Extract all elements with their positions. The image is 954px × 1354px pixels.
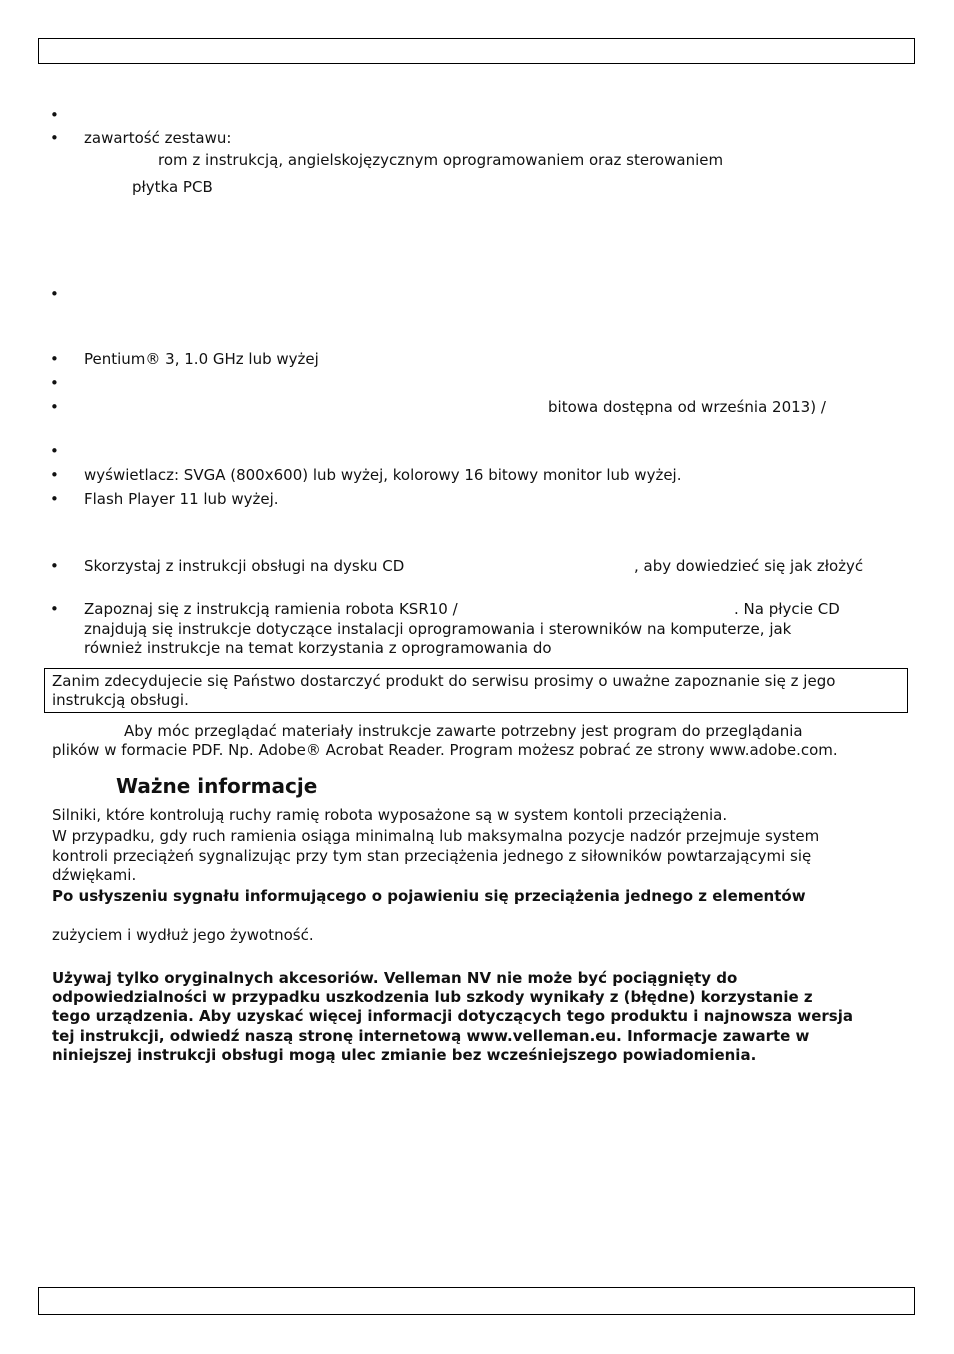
important-p2-line2: kontroli przeciążeń sygnalizując przy tym stan przeciążenia jednego z siłowników powtarzającymi się: [52, 847, 812, 865]
pdf-note-line-2: plików w formacie PDF. Np. Adobe® Acrobat Reader. Program możesz pobrać ze strony www.adobe.com.: [52, 741, 838, 759]
pdf-note-line-1: Aby móc przeglądać materiały instrukcje zawarte potrzebny jest program do przeglądania: [124, 722, 803, 740]
footer-frame: [38, 1287, 915, 1315]
bullet: •: [50, 398, 59, 416]
kit-line-cd: rom z instrukcją, angielskojęzycznym oprogramowaniem oraz sterowaniem: [158, 151, 724, 169]
notice-line-1: Zanim zdecydujecie się Państwo dostarczyć produkt do serwisu prosimy o uważne zapoznanie się z jego: [52, 672, 836, 690]
important-heading: Ważne informacje: [116, 774, 318, 798]
disclaimer-line-5: niniejszej instrukcji obsługi mogą ulec zmianie bez wcześniejszego powiadomienia.: [52, 1046, 757, 1064]
disclaimer-line-4: tej instrukcji, odwiedź naszą stronę internetową www.velleman.eu. Informacje zawarte w: [52, 1027, 810, 1045]
overload-warning: Po usłyszeniu sygnału informującego o pojawieniu się przeciążenia jednego z elementów: [52, 887, 806, 905]
important-p3: zużyciem i wydłuż jego żywotność.: [52, 926, 314, 944]
bullet: •: [50, 350, 59, 368]
header-frame: [38, 38, 915, 64]
requirement-display: wyświetlacz: SVGA (800x600) lub wyżej, kolorowy 16 bitowy monitor lub wyżej.: [84, 466, 682, 484]
important-p2-line3: dźwiękami.: [52, 866, 137, 884]
instruction-1-start: Skorzystaj z instrukcji obsługi na dysku CD: [84, 557, 405, 575]
instruction-2-line3: również instrukcje na temat korzystania z oprogramowania do: [84, 639, 552, 657]
bullet: •: [50, 600, 59, 618]
bullet: •: [50, 129, 59, 147]
important-p1: Silniki, które kontrolują ruchy ramię robota wyposażone są w system kontoli przeciążenia.: [52, 806, 728, 824]
instruction-2-start: Zapoznaj się z instrukcją ramienia robota KSR10 /: [84, 600, 458, 618]
notice-line-2: instrukcją obsługi.: [52, 691, 189, 709]
bullet: •: [50, 466, 59, 484]
bullet: •: [50, 557, 59, 575]
disclaimer-line-3: tego urządzenia. Aby uzyskać więcej informacji dotyczących tego produktu i najnowsza wersja: [52, 1007, 853, 1025]
bullet: •: [50, 374, 59, 392]
kit-label: zawartość zestawu:: [84, 129, 232, 147]
requirement-os-fragment: bitowa dostępna od września 2013) /: [548, 398, 826, 416]
important-p2-line1: W przypadku, gdy ruch ramienia osiąga minimalną lub maksymalna pozycje nadzór przejmuje system: [52, 827, 820, 845]
instruction-2-end: . Na płycie CD: [734, 600, 840, 618]
requirement-cpu: Pentium® 3, 1.0 GHz lub wyżej: [84, 350, 319, 368]
bullet: •: [50, 285, 59, 303]
instruction-1-end: , aby dowiedzieć się jak złożyć: [634, 557, 864, 575]
disclaimer-line-2: odpowiedzialności w przypadku uszkodzenia lub szkody wynikały z (błędne) korzystanie z: [52, 988, 813, 1006]
disclaimer-line-1: Używaj tylko oryginalnych akcesoriów. Velleman NV nie może być pociągnięty do: [52, 969, 738, 987]
bullet: •: [50, 106, 59, 124]
bullet: •: [50, 442, 59, 460]
instruction-2-line2: znajdują się instrukcje dotyczące instalacji oprogramowania i sterowników na komputerze, jak: [84, 620, 792, 638]
requirement-flash: Flash Player 11 lub wyżej.: [84, 490, 279, 508]
kit-line-pcb: płytka PCB: [132, 178, 213, 196]
bullet: •: [50, 490, 59, 508]
